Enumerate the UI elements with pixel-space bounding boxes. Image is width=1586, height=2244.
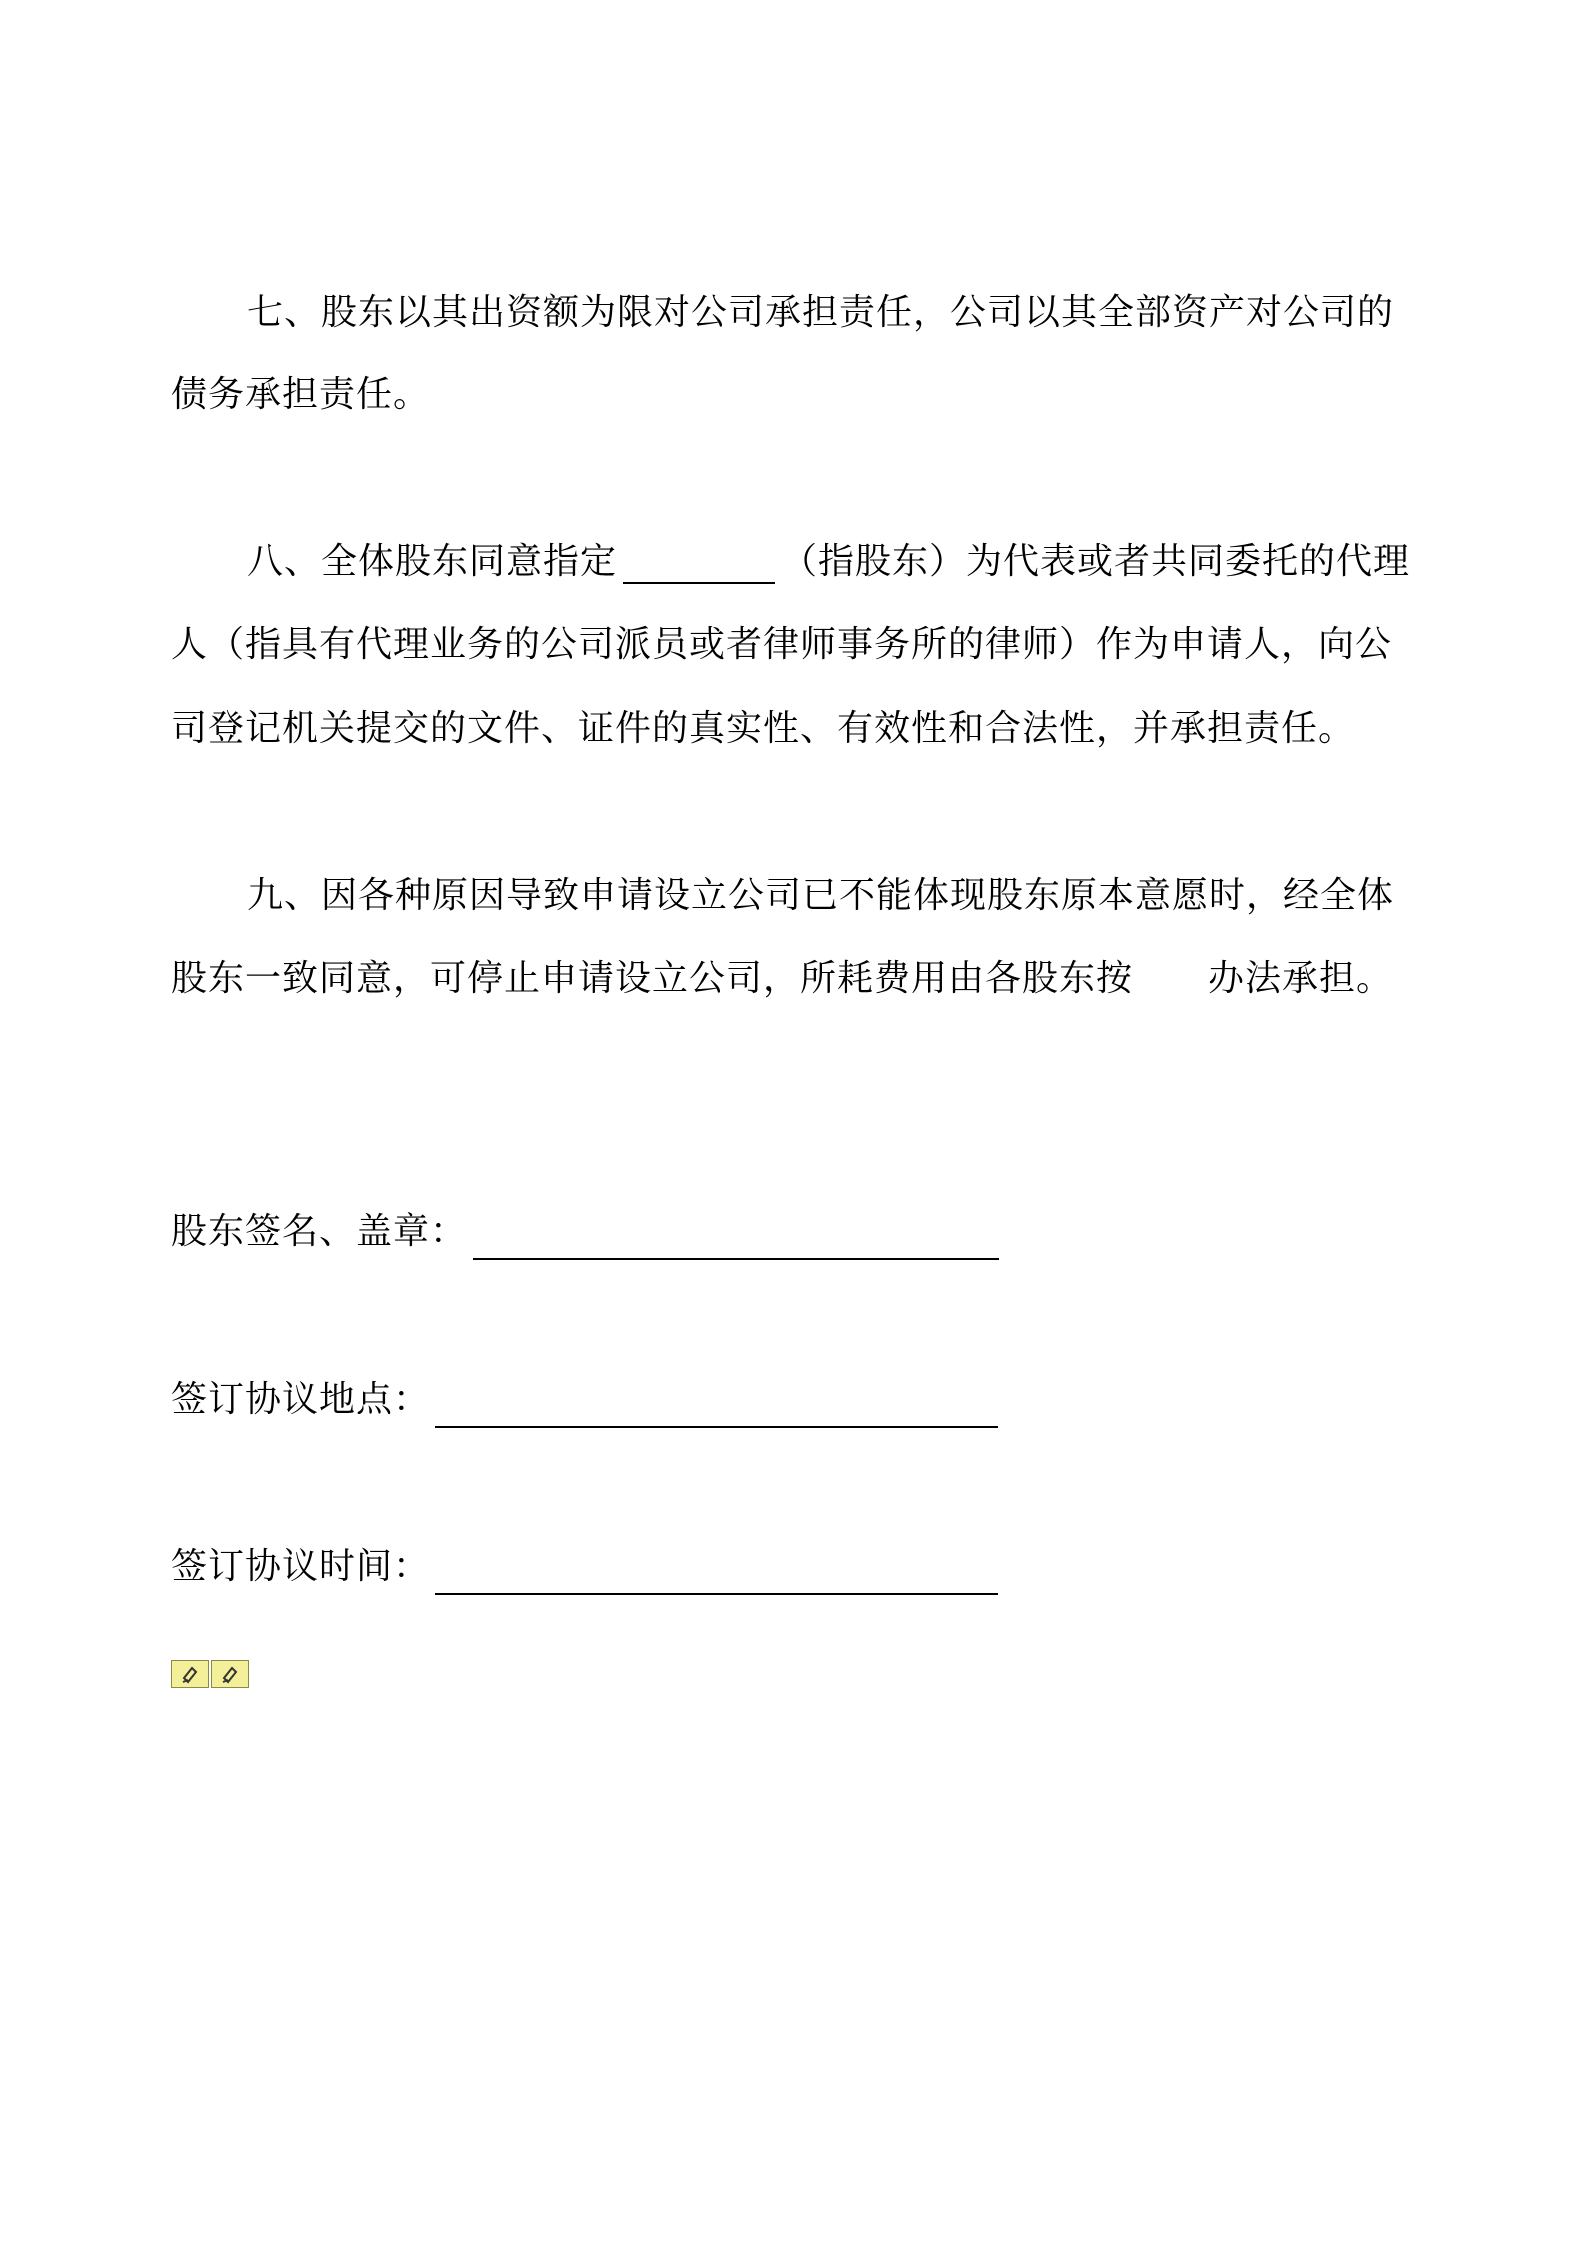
representative-blank[interactable] — [623, 546, 775, 584]
edit-marker-icon[interactable] — [171, 1660, 209, 1688]
clause-seven-line-2: 债务承担责任。 — [171, 374, 431, 415]
signing-place-line[interactable] — [435, 1426, 998, 1428]
clause-eight-line-2: 人（指具有代理业务的公司派员或者律师事务所的律师）作为申请人，向公 — [171, 624, 1393, 665]
edit-marker-group — [171, 1660, 249, 1690]
shareholder-signature-label: 股东签名、盖章： — [171, 1211, 468, 1252]
edit-marker-icon[interactable] — [211, 1660, 249, 1688]
signing-time-label: 签订协议时间： — [171, 1546, 431, 1587]
signing-time-line[interactable] — [435, 1593, 998, 1595]
clause-nine-line-1: 九、因各种原因导致申请设立公司已不能体现股东原本意愿时，经全体 — [247, 875, 1395, 916]
clause-nine-line-2: 股东一致同意，可停止申请设立公司，所耗费用由各股东按 办法承担。 — [171, 958, 1394, 999]
signing-place-label: 签订协议地点： — [171, 1379, 431, 1420]
clause-eight-line-1: 八、全体股东同意指定 （指股东）为代表或者共同委托的代理 — [247, 541, 1411, 582]
clause-eight-line-3: 司登记机关提交的文件、证件的真实性、有效性和合法性，并承担责任。 — [171, 708, 1356, 749]
method-blank[interactable] — [1133, 965, 1208, 1001]
shareholder-signature-line[interactable] — [473, 1258, 999, 1260]
clause-seven-line-1: 七、股东以其出资额为限对公司承担责任，公司以其全部资产对公司的 — [247, 292, 1395, 333]
